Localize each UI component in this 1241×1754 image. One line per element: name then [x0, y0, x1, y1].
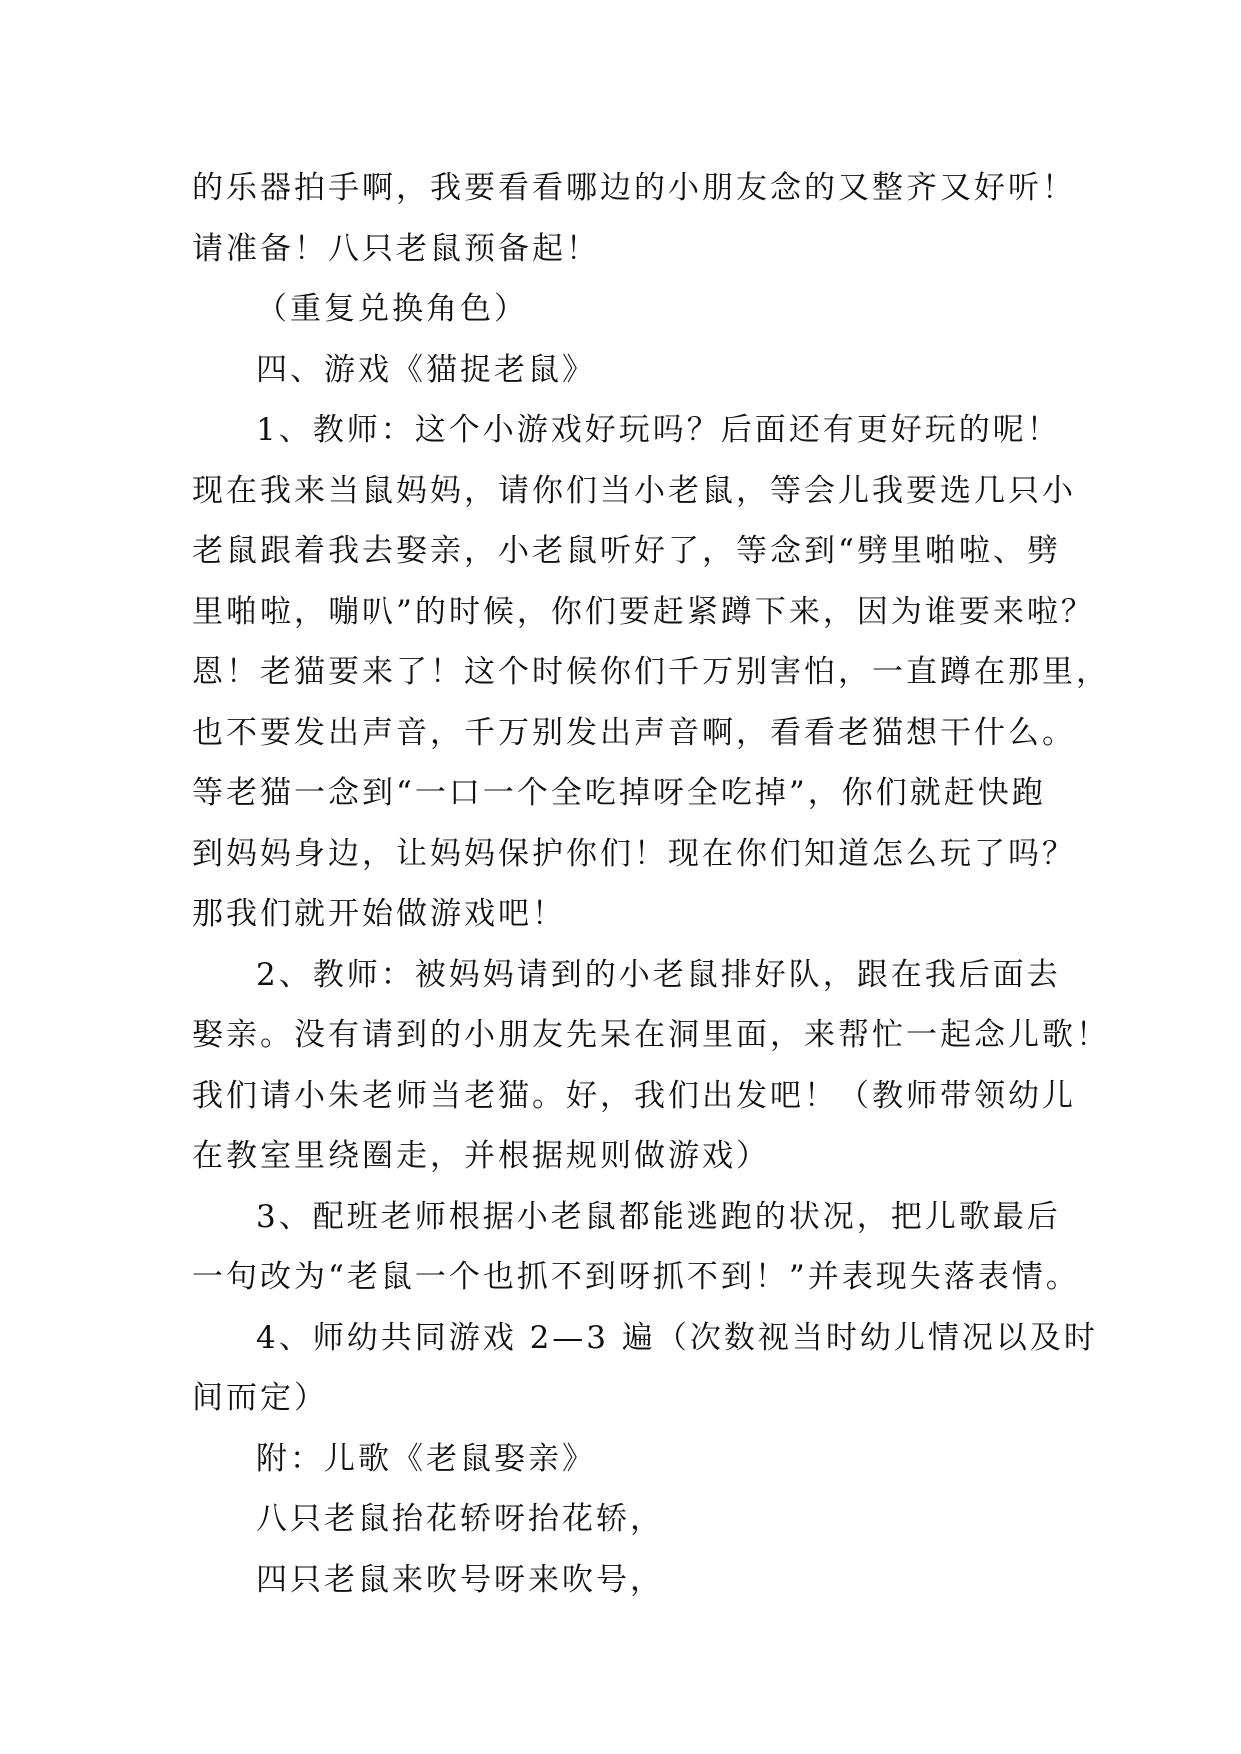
- text-line: 到妈妈身边，让妈妈保护你们！现在你们知道怎么玩了吗？: [192, 835, 1076, 872]
- text-line: 2、教师：被妈妈请到的小老鼠排好队，跟在我后面去: [256, 956, 1061, 993]
- text-line: 间而定）: [192, 1380, 328, 1416]
- song-line: 四只老鼠来吹号呀来吹号，: [256, 1561, 664, 1598]
- document-body: [192, 158, 1110, 1610]
- text-line: （重复兑换角色）: [256, 291, 528, 327]
- text-line: 4、师幼共同游戏 2—3 遍（次数视当时幼儿情况以及时: [256, 1319, 1098, 1356]
- text-line: 老鼠跟着我去娶亲，小老鼠听好了，等念到“劈里啪啦、劈: [192, 533, 1061, 569]
- text-line: 等老猫一念到“一口一个全吃掉呀全吃掉”，你们就赶快跑: [192, 775, 1046, 811]
- text-line: 现在我来当鼠妈妈，请你们当小老鼠，等会儿我要选几只小: [192, 472, 1076, 509]
- section-heading: 四、游戏《猫捉老鼠》: [256, 351, 596, 388]
- text-line: 请准备！八只老鼠预备起！: [192, 230, 600, 267]
- text-line: 那我们就开始做游戏吧！: [192, 896, 566, 932]
- text-line: 也不要发出声音，千万别发出声音啊，看看老猫想干什么。: [192, 714, 1076, 751]
- text-line: 3、配班老师根据小老鼠都能逃跑的状况，把儿歌最后: [256, 1198, 1061, 1235]
- text-line: 1、教师：这个小游戏好玩吗？后面还有更好玩的呢！: [256, 412, 1061, 448]
- text-line: 里啪啦，嘣叭”的时候，你们要赶紧蹲下来，因为谁要来啦？: [192, 593, 1095, 630]
- text-line: 我们请小朱老师当老猫。好，我们出发吧！（教师带领幼儿: [192, 1077, 1076, 1114]
- text-line: 的乐器拍手啊，我要看看哪边的小朋友念的又整齐又好听！: [192, 170, 1076, 206]
- text-line: 恩！老猫要来了！这个时候你们千万别害怕，一直蹲在那里，: [192, 654, 1110, 690]
- text-line: 娶亲。没有请到的小朋友先呆在洞里面，来帮忙一起念儿歌！: [192, 1017, 1110, 1053]
- text-line: 在教室里绕圈走，并根据规则做游戏）: [192, 1138, 770, 1174]
- text-line: 一句改为“老鼠一个也抓不到呀抓不到！”并表现失落表情。: [192, 1259, 1080, 1295]
- song-line: 八只老鼠抬花轿呀抬花轿，: [256, 1501, 664, 1537]
- appendix-heading: 附：儿歌《老鼠娶亲》: [256, 1440, 596, 1477]
